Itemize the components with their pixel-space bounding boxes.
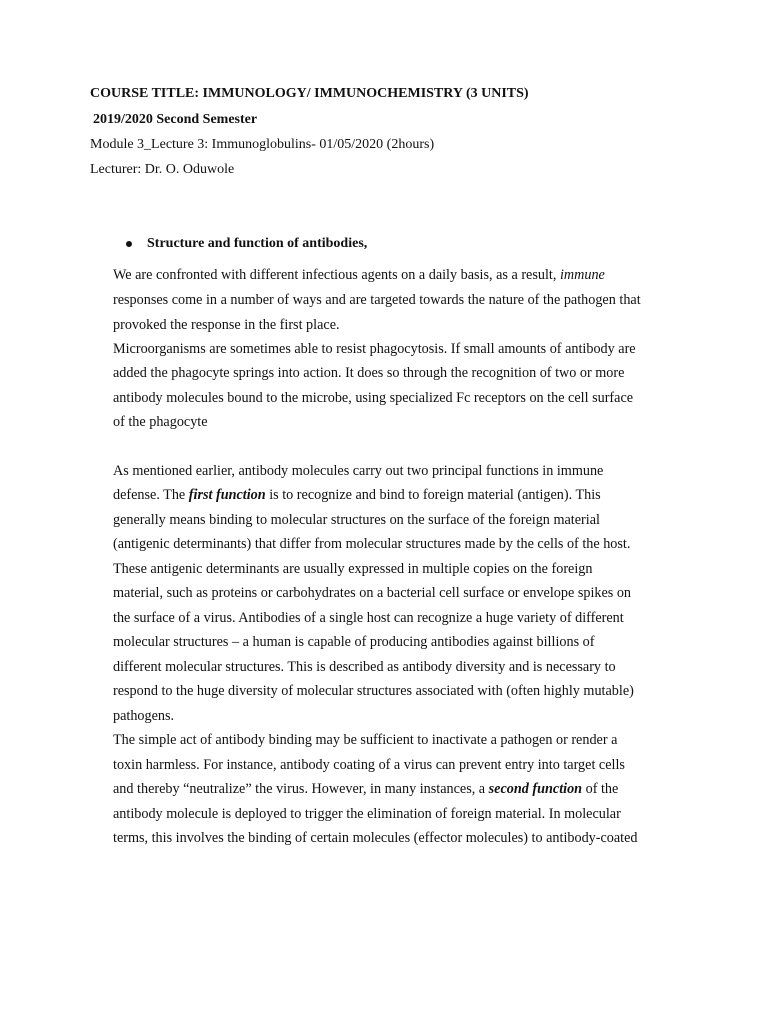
paragraph-line: As mentioned earlier, antibody molecules carry out two principal functions in immune xyxy=(113,463,604,479)
paragraph-line xyxy=(113,267,605,284)
text-run: We are confronted with different infectious agents on a daily basis, as a result, xyxy=(113,267,560,283)
paragraph-line xyxy=(113,781,618,798)
emphasis-text: second function xyxy=(488,781,583,797)
paragraph-line: The simple act of antibody binding may be sufficient to inactivate a pathogen or render a xyxy=(113,732,618,748)
paragraph-line: respond to the huge diversity of molecular structures associated with (often highly mutable) xyxy=(113,683,634,699)
paragraph-line: These antigenic determinants are usually expressed in multiple copies on the foreign xyxy=(113,561,593,577)
paragraph-line: terms, this involves the binding of certain molecules (effector molecules) to antibody-coated xyxy=(113,830,638,846)
paragraph-line: different molecular structures. This is described as antibody diversity and is necessary to xyxy=(113,659,616,675)
lecturer-line: Lecturer: Dr. O. Oduwole xyxy=(90,162,235,177)
text-run: of the xyxy=(582,781,619,797)
paragraph-line: the surface of a virus. Antibodies of a single host can recognize a huge variety of different xyxy=(113,610,624,626)
text-run: defense. The xyxy=(113,487,189,503)
paragraph-line xyxy=(113,487,601,504)
paragraph-line: generally means binding to molecular structures on the surface of the foreign material xyxy=(113,512,600,528)
section-heading: Structure and function of antibodies, xyxy=(147,236,368,251)
paragraph-line: material, such as proteins or carbohydrates on a bacterial cell surface or envelope spikes on xyxy=(113,585,632,601)
paragraph-line: (antigenic determinants) that differ from molecular structures made by the cells of the host. xyxy=(113,536,631,552)
paragraph-line: Microorganisms are sometimes able to resist phagocytosis. If small amounts of antibody are xyxy=(113,341,636,357)
paragraph-line: toxin harmless. For instance, antibody coating of a virus can prevent entry into target cells xyxy=(113,757,625,773)
paragraph-line: antibody molecules bound to the microbe, using specialized Fc receptors on the cell surface xyxy=(113,390,634,406)
paragraph-line: added the phagocyte springs into action. It does so through the recognition of two or more xyxy=(113,365,625,381)
paragraph-line: molecular structures – a human is capable of producing antibodies against billions of xyxy=(113,634,595,650)
bullet-icon xyxy=(126,241,132,247)
emphasis-text: first function xyxy=(188,487,266,503)
paragraph-line: of the phagocyte xyxy=(113,414,208,430)
text-run: is to recognize and bind to foreign material (antigen). This xyxy=(265,487,601,503)
paragraph-line: antibody molecule is deployed to trigger the elimination of foreign material. In molecular xyxy=(113,806,621,822)
paragraph-line: provoked the response in the first place. xyxy=(113,317,340,333)
paragraph-line: pathogens. xyxy=(113,708,175,724)
course-title: COURSE TITLE: IMMUNOLOGY/ IMMUNOCHEMISTRY (3 UNITS) xyxy=(90,86,529,101)
emphasis-text: immune xyxy=(559,267,605,283)
paragraph-line: responses come in a number of ways and are targeted towards the nature of the pathogen that xyxy=(113,292,641,308)
semester: 2019/2020 Second Semester xyxy=(93,112,258,127)
module-line: Module 3_Lecture 3: Immunoglobulins- 01/05/2020 (2hours) xyxy=(90,137,435,152)
text-run: and thereby “neutralize” the virus. However, in many instances, a xyxy=(113,781,489,797)
